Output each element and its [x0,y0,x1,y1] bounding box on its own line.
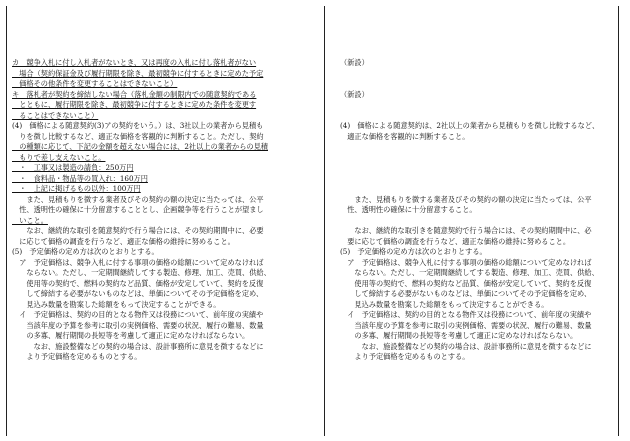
new-provision-note: （新設） [340,58,369,67]
section-4-line: また、見積もりを徴する業者及びその契約の額の決定に当たっては、公平 [340,194,592,204]
section-5-line: なお、施設整備などの契約の場合は、設計事務所に意見を徴するなどに [12,341,264,351]
section-4-line: の種類に応じて、下記の金額を超えない場合には、2社以上の業者からの見積 [12,142,268,151]
section-5-line: ア 予定価格は、競争入札に付する事項の価格の総額について定めなければ [12,257,264,267]
item-ki-line: キ 落札者が契約を締結しない場合（落札金額の制限内での随意契約である [12,89,257,99]
section-5-line: イ 予定価格は、契約の目的となる物件又は役務について、前年度の実績や [12,310,264,319]
section-4-line: (4) 価格による随意契約(3)アの契約をいう。）は、3社以上の業者から見積も [12,121,264,130]
price-limit-item: ・ 上記に掲げるもの以外：100万円 [12,184,141,193]
section-5-line: ア 予定価格は、競争入札に付する事項の価格の総額について定めなければ [340,257,592,267]
section-4-line: (4) 価格による随意契約は、2社以上の業者から見積もりを徴し比較するなど、 [340,121,600,130]
section-5-line: イ 予定価格は、契約の目的となる物件又は役務について、前年度の実績や [340,310,592,319]
document-sheet [6,6,618,436]
price-limit-item: ・ 工事又は製造の請負：250万円 [12,163,134,172]
section-5-line: の多寡、履行期間の長短等を考慮して適正に定めなければならない。 [12,331,250,340]
section-5-line: して締結する必要がないものなどは、単価についてその予定価格を定め、 [340,289,592,298]
section-5-line: 見込み数量を勘案した総額をもって決定することができる。 [12,299,221,309]
section-5-line: より予定価格を定めるものとする。 [340,352,470,361]
section-5-heading: (5) 予定価格の定め方は次のとおりとする。 [340,247,487,256]
section-5-line: ならない。ただし、一定期間継続してする製造、修理、加工、売買、供給、 [340,268,599,277]
section-5-line: 当該年度の予算を参考に取引の実例価格、需要の状況、履行の難易、数量 [340,320,592,330]
section-5-line: ならない。ただし、一定期間継続してする製造、修理、加工、売買、供給、 [12,268,271,277]
column-divider [324,6,325,436]
page-left-border [6,6,7,436]
section-5-line: 当該年度の予算を参考に取引の実例価格、需要の状況、履行の難易、数量 [12,320,264,330]
section-4-line: 要に応じて価格の調査を行うなど、適正な価格の維持に努めること。 [340,236,571,246]
section-5-line: なお、施設整備などの契約の場合は、設計事務所に意見を徴するなどに [340,341,592,351]
new-provision-note: （新設） [340,89,369,99]
section-4-line: なお、継続的な取引きを随意契約で行う場合には、その契約期間中に、必 [340,226,592,235]
section-5-line: 見込み数量を勘案した総額をもって決定することができる。 [340,299,549,309]
section-4-line: 性、透明性の確保に十分留意すること。 [340,205,477,214]
section-4-line: いこと。 [12,215,48,225]
section-4-line: 適正な価格を客観的に判断すること。 [340,131,470,141]
revised-column [12,58,312,363]
section-5-line: の多寡、履行期間の長短等を考慮して適正に定めなければならない。 [340,331,578,340]
section-4-line: また、見積もりを徴する業者及びその契約の額の決定に当たっては、公平 [12,194,264,204]
section-4-line: もりで差し支えないこと。 [12,152,106,162]
section-5-line: して締結する必要がないものなどは、単価についてその予定価格を定め、 [12,289,264,298]
item-ki-line: とともに、履行期限を除き、最初競争に付するときに定めた条件を変更す [12,100,257,109]
section-4-line: なお、継続的な取引を随意契約で行う場合には、その契約期間中に、必要 [12,226,264,235]
section-4-line: 性、透明性の確保に十分留意することとし、企画競争等を行うことが望まし [12,205,264,214]
section-4-line: りを徴し比較するなど、適正な価格を客観的に判断すること。ただし、契約 [12,131,264,141]
section-5-heading: (5) 予定価格の定め方は次のとおりとする。 [12,247,159,256]
item-ka-line: 価格その他条件を変更することはできないこと） [12,79,178,88]
section-5-line: より予定価格を定めるものとする。 [12,352,142,361]
section-4-line: に応じて価格の調査を行うなど、適正な価格の維持に努めること。 [12,236,235,246]
price-limit-item: ・ 食料品・物品等の買入れ：160万円 [12,173,148,183]
item-ka-line: カ 競争入札に付し入札者がないとき、又は再度の入札に付し落札者がない [12,58,257,67]
section-5-line: 使用等の契約で、燃料の契約など品質、価格が安定していて、契約を反復 [12,278,264,288]
item-ki-line: ることはできないこと） [12,110,99,120]
current-column [340,58,610,363]
item-ka-line: 場合（契約保証金及び履行期限を除き、最初競争に付するときに定めた予定 [12,68,264,78]
page-right-border [618,6,619,436]
section-5-line: 使用等の契約で、燃料の契約など品質、価格が安定していて、契約を反復 [340,278,592,288]
